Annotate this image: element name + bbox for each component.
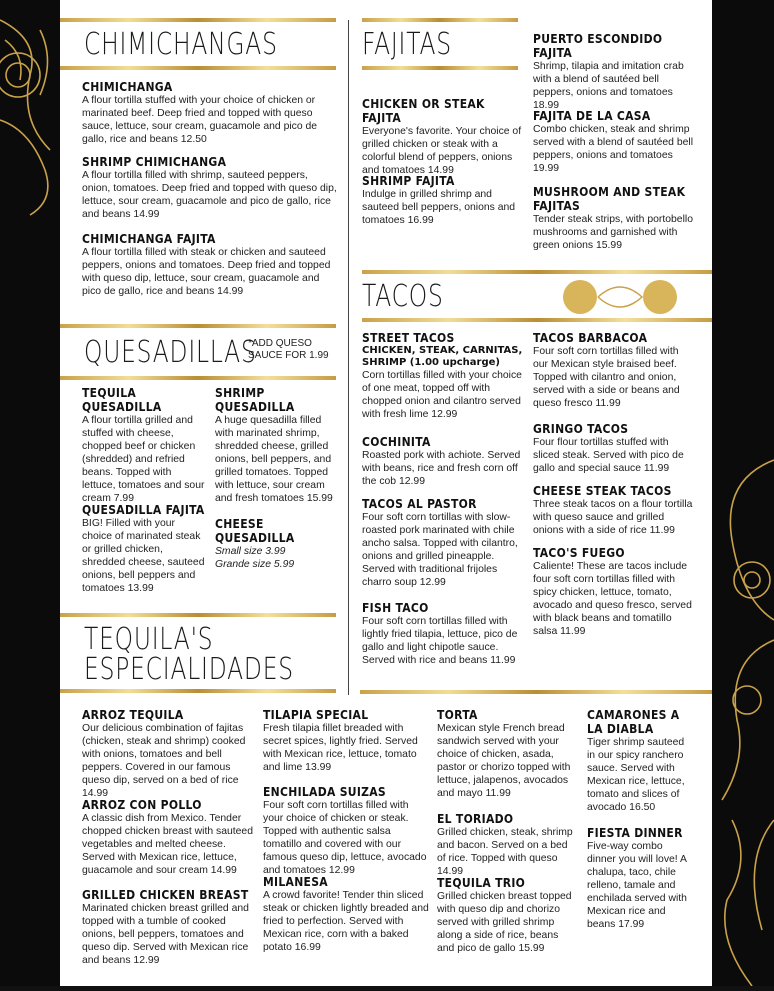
especialidades-section xyxy=(60,613,336,693)
item-name: GRINGO TACOS xyxy=(533,422,629,436)
menu-item xyxy=(533,484,695,537)
menu-item xyxy=(82,232,338,298)
floral-ornament-icon xyxy=(0,0,60,986)
menu-item xyxy=(215,517,339,571)
item-description: Indulge in grilled shrimp and sauteed bell peppers, onions and tomatoes 16.99 xyxy=(362,189,516,226)
gold-ornament-icon xyxy=(548,277,698,317)
item-description: Mexican style French bread sandwich served with your choice of chicken, asada, pastor or chorizo topped with lettuce, jalapenos, avocados and mayo 11.99 xyxy=(437,723,571,799)
item-name: FAJITA DE LA CASA xyxy=(533,109,651,123)
item-name: TEQUILA TRIO xyxy=(437,876,526,890)
item-description: Four soft corn tortillas filled with your choice of chicken or steak. Topped with authentic salsa tomatillo and covered with our famous queso dip, lettuce, avocado and tomatoes 12.99 xyxy=(263,800,427,876)
item-name: EL TORIADO xyxy=(437,812,514,826)
chimichangas-section xyxy=(60,18,336,70)
menu-item xyxy=(362,435,524,488)
menu-item xyxy=(82,708,256,800)
column-divider xyxy=(348,20,349,695)
menu-item xyxy=(82,386,206,505)
item-description: A crowd favorite! Tender thin sliced steak or chicken lightly breaded and fried to perfection. Served with Mexican rice, corn with a baked potato 16.99 xyxy=(263,890,429,953)
item-options: CHICKEN, STEAK, CARNITAS, SHRIMP (1.00 upcharge) xyxy=(362,345,523,368)
item-description: Fresh tilapia fillet breaded with secret spices, lightly fried. Served with Mexican rice, lettuce, tomato and lime 13.99 xyxy=(263,723,418,773)
gold-divider xyxy=(60,613,336,617)
item-name: TORTA xyxy=(437,708,478,722)
gold-divider xyxy=(60,18,336,22)
item-name: GRILLED CHICKEN BREAST xyxy=(82,888,249,902)
item-name: TILAPIA SPECIAL xyxy=(263,708,369,722)
item-name: QUESADILLA FAJITA xyxy=(82,503,205,517)
item-name: CHEESE STEAK TACOS xyxy=(533,484,672,498)
fajitas-section xyxy=(362,18,518,70)
section-title: TACOS xyxy=(362,279,444,314)
menu-item xyxy=(263,875,431,954)
menu-page xyxy=(60,0,712,986)
item-description: A flour tortilla stuffed with your choice of chicken or marinated beef. Deep fried and topped with queso sauce, lettuce, sour cream, guacamole and pico de gallo, rice and beans 12.50 xyxy=(82,95,318,145)
gold-divider xyxy=(362,270,712,274)
menu-item xyxy=(533,331,695,410)
item-description: BIG! Filled with your choice of marinated steak or grilled chicken, shredded cheese, sauteed onions, bell peppers and tomatoes 13.99 xyxy=(82,518,205,594)
right-decorative-border xyxy=(712,0,774,986)
item-name: ARROZ TEQUILA xyxy=(82,708,184,722)
item-description: Four soft corn tortillas with slow-roasted pork marinated with chile ancho salsa. Topped with cilantro, onions and grilled pineapple. Served with traditional frijoles charro soup 12.99 xyxy=(362,512,518,588)
item-name: ENCHILADA SUIZAS xyxy=(263,785,387,799)
item-description: A huge quesadilla filled with marinated shrimp, shredded cheese, grilled onions, bell peppers, and grilled tomatoes. Topped with lettuce, sour cream and fresh tomatoes 15.99 xyxy=(215,415,333,504)
item-name: CHEESE QUESADILLA xyxy=(215,517,295,545)
menu-item xyxy=(533,32,693,112)
item-name: FIESTA DINNER xyxy=(587,826,683,840)
item-description: Grilled chicken, steak, shrimp and bacon. Served on a bed of rice. Topped with queso 14.99 xyxy=(437,827,573,877)
gold-divider xyxy=(60,324,336,328)
menu-item xyxy=(362,331,524,421)
item-name: TEQUILA QUESADILLA xyxy=(82,386,162,414)
item-description: A flour tortilla filled with steak or chicken and sauteed peppers, onions and tomatoes. Deep fried and topped with queso dip, lettuce, sour cream, guacamole and pico de gallo, rice and beans 14.99 xyxy=(82,247,331,297)
gold-divider xyxy=(362,66,518,70)
menu-item xyxy=(437,708,577,800)
menu-item xyxy=(533,185,693,252)
left-decorative-border xyxy=(0,0,60,986)
menu-item xyxy=(263,785,431,877)
item-description: Four soft corn tortillas filled with our Mexican style braised beef. Topped with cilantro and onion, served with a side or beans and queso fresco 11.99 xyxy=(533,346,680,409)
sugar-skull-ornament-icon xyxy=(712,0,774,986)
section-title: FAJITAS xyxy=(362,27,452,62)
menu-item xyxy=(533,422,695,475)
menu-item xyxy=(82,155,338,221)
menu-item xyxy=(82,503,206,595)
item-name: CHIMICHANGA FAJITA xyxy=(82,232,216,246)
gold-divider xyxy=(362,318,712,322)
item-name: CHICKEN OR STEAK FAJITA xyxy=(362,97,485,125)
gold-divider xyxy=(360,690,712,694)
item-name: COCHINITA xyxy=(362,435,431,449)
item-name: TACOS BARBACOA xyxy=(533,331,648,345)
menu-item xyxy=(587,826,687,931)
item-description: Three steak tacos on a flour tortilla with queso sauce and grilled onions with a side of rice 11.99 xyxy=(533,499,693,536)
item-description: Marinated chicken breast grilled and topped with a tumble of cooked onions, bell peppers, tomatoes and queso dip. Served with Mexican rice and beans 12.99 xyxy=(82,903,249,966)
menu-item xyxy=(82,798,256,877)
item-description: Five-way combo dinner you will love! A chalupa, taco, chile relleno, tamale and enchilada served with Mexican rice and beans 17.99 xyxy=(587,841,687,930)
item-name: ARROZ CON POLLO xyxy=(82,798,202,812)
item-name: SHRIMP CHIMICHANGA xyxy=(82,155,227,169)
menu-item xyxy=(362,497,524,589)
gold-divider xyxy=(362,18,518,22)
item-description: A classic dish from Mexico. Tender chopped chicken breast with sauteed vegetables and melted cheese. Served with Mexican rice, lettuce, guacamole and sour cream 14.99 xyxy=(82,813,253,876)
section-title-line2: ESPECIALIDADES xyxy=(84,652,294,687)
item-description: Everyone's favorite. Your choice of grilled chicken or steak with a colorful blend of peppers, onions and tomatoes 14.99 xyxy=(362,126,522,176)
menu-item xyxy=(82,80,338,146)
item-description: Tiger shrimp sauteed in our spicy ranchero sauce. Served with Mexican rice, lettuce, tomato and slices of avocado 16.50 xyxy=(587,737,685,813)
item-name: FISH TACO xyxy=(362,601,429,615)
item-description: Tender steak strips, with portobello mushrooms and garnished with green onions 15.99 xyxy=(533,214,693,251)
small-size-price: Small size 3.99 xyxy=(215,546,286,557)
grande-size-price: Grande size 5.99 xyxy=(215,559,295,570)
item-description: Four flour tortillas stuffed with sliced steak. Served with pico de gallo and special sauce 11.99 xyxy=(533,437,684,474)
item-name: TACOS AL PASTOR xyxy=(362,497,477,511)
item-description: Our delicious combination of fajitas (chicken, steak and shrimp) cooked with onions, tomatoes and bell peppers. Covered in our famous queso dip, served on a bed of rice 14.99 xyxy=(82,723,246,799)
item-description: Roasted pork with achiote. Served with beans, rice and fresh corn off the cob 12.99 xyxy=(362,450,521,487)
item-name: PUERTO ESCONDIDO FAJITA xyxy=(533,32,663,60)
menu-item xyxy=(533,109,693,175)
item-description: Four soft corn tortillas filled with lightly fried tilapia, lettuce, pico de gallo and light chipotle sauce. Served with rice and beans 11.99 xyxy=(362,616,518,666)
item-description: Corn tortillas filled with your choice of one meat, topped off with chopped onion and cilantro served with fresh lime 12.99 xyxy=(362,370,522,420)
item-name: SHRIMP QUESADILLA xyxy=(215,386,295,414)
gold-divider xyxy=(60,689,336,693)
menu-item xyxy=(437,876,577,955)
menu-item xyxy=(82,888,256,967)
item-name: TACO'S FUEGO xyxy=(533,546,625,560)
item-description: A flour tortilla filled with shrimp, sauteed peppers, onion, tomatoes. Deep fried and topped with queso dip, lettuce, sour cream, guacamole and pico de gallo, rice and beans 14.99 xyxy=(82,170,337,220)
item-name: MUSHROOM AND STEAK FAJITAS xyxy=(533,185,686,213)
queso-note: *ADD QUESO SAUCE FOR 1.99 xyxy=(248,338,329,361)
menu-item xyxy=(587,708,687,814)
item-description: Shrimp, tilapia and imitation crab with a blend of sautéed bell peppers, onions and tomatoes 18.99 xyxy=(533,61,684,111)
menu-item xyxy=(362,97,524,177)
menu-item xyxy=(533,546,695,638)
item-name: CAMARONES A LA DIABLA xyxy=(587,708,680,736)
section-title-line1: TEQUILA'S xyxy=(84,622,214,657)
menu-item xyxy=(362,174,524,227)
item-name: CHIMICHANGA xyxy=(82,80,173,94)
menu-item xyxy=(263,708,431,774)
section-title: CHIMICHANGAS xyxy=(84,27,278,62)
section-title: QUESADILLAS xyxy=(84,335,257,370)
menu-item xyxy=(362,601,524,667)
gold-divider xyxy=(60,376,336,380)
item-description: Combo chicken, steak and shrimp served with a blend of sautéed bell peppers, onions and tomatoes 19.99 xyxy=(533,124,694,174)
gold-divider xyxy=(60,66,336,70)
item-description: Caliente! These are tacos include four soft corn tortillas filled with spicy chicken, lettuce, tomato, avocado and queso fresco, served with black beans and tomatillo salsa 11.99 xyxy=(533,561,692,637)
menu-item xyxy=(437,812,577,878)
item-name: SHRIMP FAJITA xyxy=(362,174,455,188)
item-name: STREET TACOS xyxy=(362,331,455,345)
item-description: Grilled chicken breast topped with queso dip and chorizo served with grilled shrimp along a side of rice, beans and pico de gallo 15.99 xyxy=(437,891,572,954)
menu-item xyxy=(215,386,339,505)
item-name: MILANESA xyxy=(263,875,328,889)
item-description: A flour tortilla grilled and stuffed with cheese, chopped beef or chicken (shredded) and refried beans. Topped with lettuce, tomatoes and sour cream 7.99 xyxy=(82,415,205,504)
